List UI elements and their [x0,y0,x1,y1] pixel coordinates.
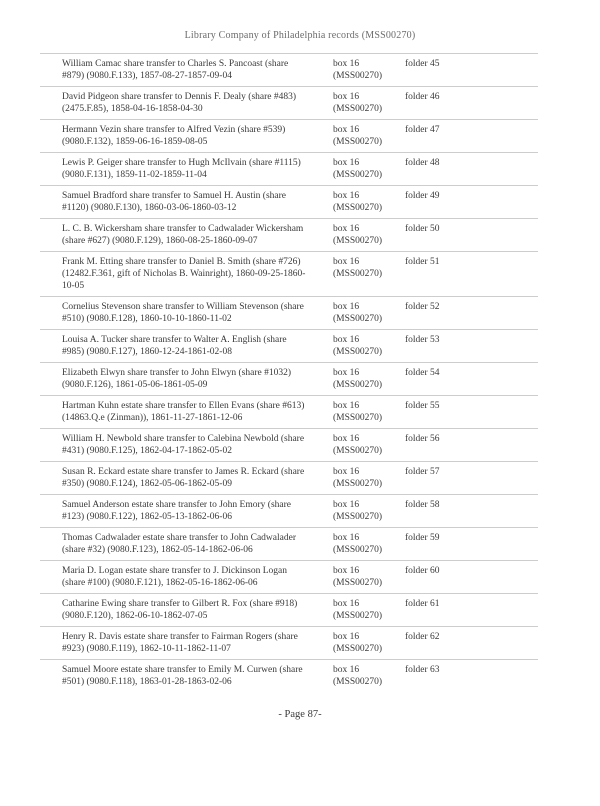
record-folder: folder 54 [405,368,440,378]
record-box: box 16 (MSS00270) [333,158,383,180]
record-description: David Pidgeon share transfer to Dennis F. Dealy (share #483) (2475.F.85), 1858-04-16-1858-04-30 [62,92,297,114]
table-row [40,329,538,362]
record-folder: folder 45 [405,59,440,69]
record-box: box 16 (MSS00270) [333,665,383,687]
table-row [40,494,538,527]
record-box: box 16 (MSS00270) [333,257,383,279]
table-row [40,593,538,626]
record-description: Samuel Moore estate share transfer to Emily M. Curwen (share #501) (9080.F.118), 1863-01-28-1863-02-06 [62,665,303,687]
record-folder: folder 47 [405,125,440,135]
table-row [40,560,538,593]
record-folder: folder 51 [405,257,440,267]
record-box: box 16 (MSS00270) [333,500,383,522]
record-box: box 16 (MSS00270) [333,224,383,246]
table-row [40,185,538,218]
table-row [40,119,538,152]
record-box: box 16 (MSS00270) [333,59,383,81]
record-description: Samuel Bradford share transfer to Samuel H. Austin (share #1120) (9080.F.130), 1860-03-06-1860-03-12 [62,191,286,213]
record-description: William H. Newbold share transfer to Calebina Newbold (share #431) (9080.F.125), 1862-04-17-1862-05-02 [62,434,305,456]
table-row [40,296,538,329]
table-row [40,461,538,494]
record-description: William Camac share transfer to Charles S. Pancoast (share #879) (9080.F.133), 1857-08-27-1857-09-04 [62,59,289,81]
record-box: box 16 (MSS00270) [333,191,383,213]
document-page [0,30,600,806]
record-box: box 16 (MSS00270) [333,533,383,555]
record-box: box 16 (MSS00270) [333,434,383,456]
record-box: box 16 (MSS00270) [333,92,383,114]
record-box: box 16 (MSS00270) [333,125,383,147]
table-row [40,659,538,692]
record-folder: folder 62 [405,632,440,642]
record-folder: folder 57 [405,467,440,477]
record-folder: folder 46 [405,92,440,102]
table-row [40,395,538,428]
record-box: box 16 (MSS00270) [333,566,383,588]
record-folder: folder 56 [405,434,440,444]
record-folder: folder 60 [405,566,440,576]
record-folder: folder 63 [405,665,440,675]
record-folder: folder 48 [405,158,440,168]
record-description: Thomas Cadwalader estate share transfer to John Cadwalader (share #32) (9080.F.123), 1862-05-14-1862-06-06 [62,533,296,555]
record-folder: folder 53 [405,335,440,345]
table-row [40,218,538,251]
record-description: L. C. B. Wickersham share transfer to Cadwalader Wickersham (share #627) (9080.F.129), 1860-08-25-1860-09-07 [62,224,304,246]
record-box: box 16 (MSS00270) [333,599,383,621]
table-row [40,86,538,119]
record-description: Louisa A. Tucker share transfer to Walter A. English (share #985) (9080.F.127), 1860-12-24-1861-02-08 [62,335,287,357]
record-description: Susan R. Eckard estate share transfer to James R. Eckard (share #350) (9080.F.124), 1862-05-06-1862-05-09 [62,467,305,489]
record-box: box 16 (MSS00270) [333,302,383,324]
record-folder: folder 55 [405,401,440,411]
table-row [40,152,538,185]
record-folder: folder 59 [405,533,440,543]
record-description: Maria D. Logan estate share transfer to J. Dickinson Logan (share #100) (9080.F.121), 1862-05-16-1862-06-06 [62,566,288,588]
table-row [40,428,538,461]
record-folder: folder 61 [405,599,440,609]
record-folder: folder 50 [405,224,440,234]
page-number: - Page 87- [278,709,322,720]
records-table [40,53,538,692]
record-box: box 16 (MSS00270) [333,335,383,357]
record-folder: folder 49 [405,191,440,201]
table-row [40,626,538,659]
record-description: Henry R. Davis estate share transfer to Fairman Rogers (share #923) (9080.F.119), 1862-10-11-1862-11-07 [62,632,298,654]
record-box: box 16 (MSS00270) [333,467,383,489]
record-description: Cornelius Stevenson share transfer to William Stevenson (share #510) (9080.F.128), 1860-10-10-1860-11-02 [62,302,304,324]
record-description: Frank M. Etting share transfer to Daniel B. Smith (share #726) (12482.F.361, gift of Nicholas B. Wainright), 1860-09-25-1860-10-05 [62,257,306,291]
record-description: Hartman Kuhn estate share transfer to Ellen Evans (share #613) (14863.Q.e (Zinman)), 1861-11-27-1861-12-06 [62,401,305,423]
record-box: box 16 (MSS00270) [333,368,383,390]
record-description: Elizabeth Elwyn share transfer to John Elwyn (share #1032) (9080.F.126), 1861-05-06-1861-05-09 [62,368,291,390]
record-folder: folder 52 [405,302,440,312]
table-row [40,527,538,560]
record-description: Lewis P. Geiger share transfer to Hugh McIlvain (share #1115) (9080.F.131), 1859-11-02-1859-11-04 [62,158,301,180]
document-title: Library Company of Philadelphia records (MSS00270) [184,30,416,41]
table-row [40,251,538,296]
record-description: Hermann Vezin share transfer to Alfred Vezin (share #539) (9080.F.132), 1859-06-16-1859-08-05 [62,125,286,147]
record-description: Catharine Ewing share transfer to Gilbert R. Fox (share #918) (9080.F.120), 1862-06-10-1862-07-05 [62,599,298,621]
record-box: box 16 (MSS00270) [333,632,383,654]
record-description: Samuel Anderson estate share transfer to John Emory (share #123) (9080.F.122), 1862-05-13-1862-06-06 [62,500,291,522]
record-box: box 16 (MSS00270) [333,401,383,423]
table-row [40,362,538,395]
record-folder: folder 58 [405,500,440,510]
table-row [40,53,538,86]
